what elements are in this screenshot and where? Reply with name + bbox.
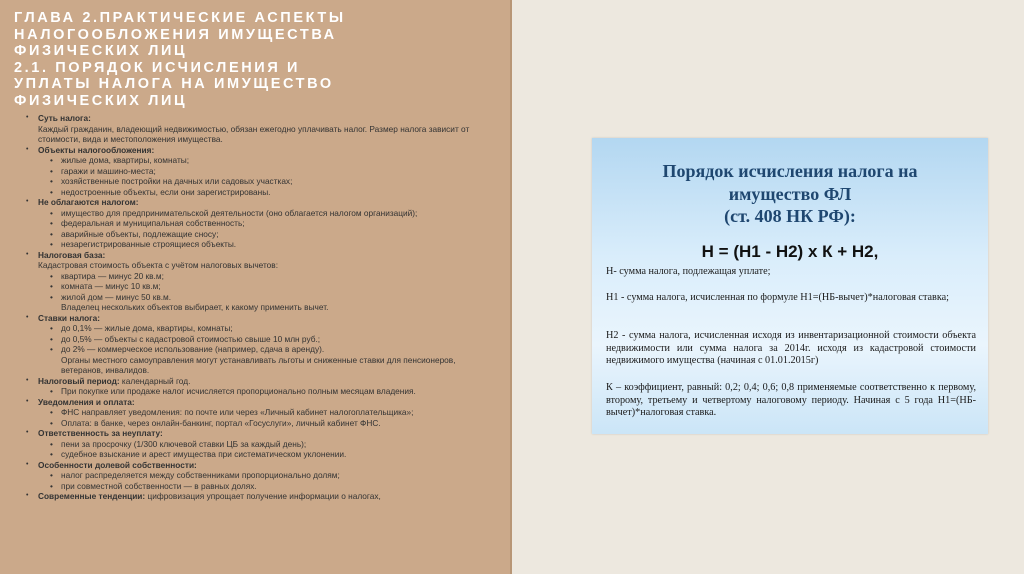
section-heading: Суть налога:	[38, 113, 91, 123]
list-item-text: при совместной собственности — в равных долях.	[61, 480, 257, 491]
list-item-text: судебное взыскание и арест имущества при систематическом уклонении.	[61, 449, 347, 459]
list-item-text: налог распределяется между собственниками пропорционально долям;	[61, 470, 340, 480]
list-item-text: жилые дома, квартиры, комнаты;	[61, 155, 190, 165]
list-item	[14, 281, 494, 292]
section-liability	[14, 428, 494, 439]
section-note: Органы местного самоуправления могут устанавливать льготы и сниженные ставки для пенсионеров, ветеранов, инвалидов.	[61, 354, 456, 375]
section-trends	[14, 491, 494, 502]
list-item	[14, 439, 494, 450]
section-rates	[14, 313, 494, 324]
section-heading: Уведомления и оплата:	[38, 396, 135, 407]
bullet-icon: •	[26, 460, 29, 468]
bullet-icon: •	[26, 313, 29, 321]
list-item	[14, 481, 494, 492]
bullet-icon: •	[26, 376, 29, 384]
definition-k: К – коэффициент, равный: 0,2; 0,4; 0,6; 0,8 применяемые соответственно к первому, второму, третьему и четвертому налоговому периоду. Начиная с 5 года Н1=(НБ-вычет)*налоговая ставка.	[606, 382, 976, 418]
definition-n1: Н1 - сумма налога, исчисленная по формуле Н1=(НБ-вычет)*налоговая ставка;	[606, 292, 950, 303]
list-item-text: пени за просрочку (1/300 ключевой ставки ЦБ за каждый день);	[61, 438, 307, 449]
card-title-line: имущество ФЛ	[728, 183, 852, 204]
tax-formula: Н = (Н1 - Н2) х К + Н2,	[701, 242, 879, 261]
bullet-icon: •	[50, 291, 53, 302]
bullet-icon: •	[50, 207, 53, 218]
list-item-text: При покупке или продаже налог исчисляется пропорционально полным месяцам владения.	[61, 386, 416, 396]
bullet-icon: •	[50, 155, 53, 165]
list-item-text: хозяйственные постройки на дачных или садовых участках;	[61, 176, 293, 186]
section-heading: Ответственность за неуплату:	[38, 428, 163, 438]
section-note: Владелец нескольких объектов выбирает, к какому применить вычет.	[61, 302, 329, 312]
list-item	[14, 470, 494, 481]
bullet-icon: •	[26, 198, 29, 205]
list-item	[14, 418, 494, 429]
list-item	[14, 229, 494, 240]
list-item-text: имущество для предпринимательской деятельности (оно облагается налогом организаций);	[61, 207, 418, 218]
list-item	[14, 386, 494, 397]
title-line: НАЛОГООБЛОЖЕНИЯ ИМУЩЕСТВА	[14, 26, 337, 43]
bullet-icon: •	[50, 176, 53, 186]
formula-card	[592, 138, 988, 434]
section-tax-base	[14, 250, 494, 271]
bullet-icon: •	[26, 429, 29, 436]
bullet-icon: •	[50, 407, 53, 417]
section-heading: Объекты налогообложения:	[38, 144, 155, 155]
list-item-text: ФНС направляет уведомления: по почте или через «Личный кабинет налогоплательщика»;	[61, 407, 414, 417]
list-item-text: до 2% — коммерческое использование (например, сдача в аренду).	[61, 344, 325, 354]
bullet-icon: •	[26, 492, 29, 499]
list-item-text: недостроенные объекты, если они зарегистрированы.	[61, 186, 271, 197]
bullet-icon: •	[50, 333, 53, 344]
section-heading: Современные тенденции:	[38, 491, 146, 501]
bullet-icon: •	[26, 250, 29, 258]
bullet-icon: •	[50, 228, 53, 239]
list-item	[14, 323, 494, 334]
list-item	[14, 334, 494, 345]
section-heading: Налоговая база:	[38, 249, 106, 260]
card-title-line: Порядок исчисления налога на	[662, 161, 918, 181]
bullet-icon: •	[50, 417, 53, 428]
bullet-icon: •	[26, 145, 29, 153]
list-item	[14, 187, 494, 198]
bullet-icon: •	[50, 270, 53, 281]
list-item-text: гаражи и машино-места;	[61, 165, 156, 176]
list-item-text: квартира — минус 20 кв.м;	[61, 270, 164, 281]
list-item-text: незарегистрированные строящиеся объекты.	[61, 239, 237, 249]
bullet-icon: •	[50, 386, 53, 396]
list-item-text: до 0,1% — жилые дома, квартиры, комнаты;	[61, 323, 233, 333]
title-line: ФИЗИЧЕСКИХ ЛИЦ	[14, 92, 188, 109]
bullet-icon: •	[50, 438, 53, 449]
section-inline-text: календарный год.	[119, 375, 191, 386]
bullet-icon: •	[50, 480, 53, 491]
bullet-icon: •	[50, 186, 53, 197]
list-item-text: федеральная и муниципальная собственность;	[61, 218, 245, 228]
list-item	[14, 176, 494, 187]
list-item	[14, 155, 494, 166]
definition-n: Н- сумма налога, подлежащая уплате;	[606, 266, 771, 277]
right-panel	[512, 0, 1024, 574]
section-notifications	[14, 397, 494, 408]
card-title-line: (ст. 408 НК РФ):	[724, 206, 856, 226]
section-inline-text: цифровизация упрощает получение информации о налогах,	[145, 491, 381, 501]
section-heading: Ставки налога:	[38, 312, 101, 323]
slide-title	[14, 10, 494, 109]
bullet-icon: •	[50, 344, 53, 354]
section-shared-ownership	[14, 460, 494, 471]
title-line: 2.1. ПОРЯДОК ИСЧИСЛЕНИЯ И	[14, 59, 300, 76]
section-objects	[14, 145, 494, 156]
bullet-icon: •	[50, 218, 53, 228]
section-essence	[14, 113, 494, 145]
list-item	[14, 218, 494, 229]
title-line: ФИЗИЧЕСКИХ ЛИЦ	[14, 43, 188, 59]
list-item	[14, 449, 494, 460]
list-item	[14, 292, 494, 303]
bullet-icon: •	[26, 397, 29, 405]
section-tax-period	[14, 376, 494, 387]
title-line: ГЛАВА 2.ПРАКТИЧЕСКИЕ АСПЕКТЫ	[14, 10, 346, 26]
title-line: УПЛАТЫ НАЛОГА НА ИМУЩЕСТВО	[14, 76, 334, 92]
list-item	[14, 344, 494, 355]
content-list	[14, 113, 494, 502]
bullet-icon: •	[50, 239, 53, 249]
list-item	[14, 271, 494, 282]
list-item	[14, 166, 494, 177]
list-item-text: жилой дом — минус 50 кв.м.	[61, 291, 172, 302]
list-item	[14, 239, 494, 250]
bullet-icon: •	[50, 165, 53, 176]
section-description: Каждый гражданин, владеющий недвижимостью, обязан ежегодно уплачивать налог. Размер налога зависит от стоимости, вида и местоположения имущества.	[38, 123, 470, 144]
list-item-text: Оплата: в банке, через онлайн-банкинг, портал «Госуслуги», личный кабинет ФНС.	[61, 417, 381, 428]
bullet-icon: •	[26, 114, 29, 121]
bullet-icon: •	[50, 281, 53, 291]
section-heading: Особенности долевой собственности:	[38, 459, 197, 470]
section-heading: Не облагаются налогом:	[38, 197, 139, 207]
section-exempt	[14, 197, 494, 208]
list-item	[14, 208, 494, 219]
list-item-text: комната — минус 10 кв.м;	[61, 281, 161, 291]
list-item-text: аварийные объекты, подлежащие сносу;	[61, 228, 219, 239]
bullet-icon: •	[50, 323, 53, 333]
list-item-text: до 0,5% — объекты с кадастровой стоимостью свыше 10 млн руб.;	[61, 333, 321, 344]
left-panel	[0, 0, 510, 574]
section-description: Кадастровая стоимость объекта с учётом налоговых вычетов:	[38, 260, 279, 270]
bullet-icon: •	[50, 470, 53, 480]
section-heading: Налоговый период:	[38, 375, 120, 386]
bullet-icon: •	[50, 449, 53, 459]
list-item	[14, 407, 494, 418]
card-title	[592, 160, 988, 228]
definition-n2: Н2 - сумма налога, исчисленная исходя из инвентаризационной стоимости объекта недвижимости или сумма налога за 2014г. исходя из кадастровой стоимости недвижимого имущества (начиная с 01.01.2015г)	[606, 330, 976, 366]
